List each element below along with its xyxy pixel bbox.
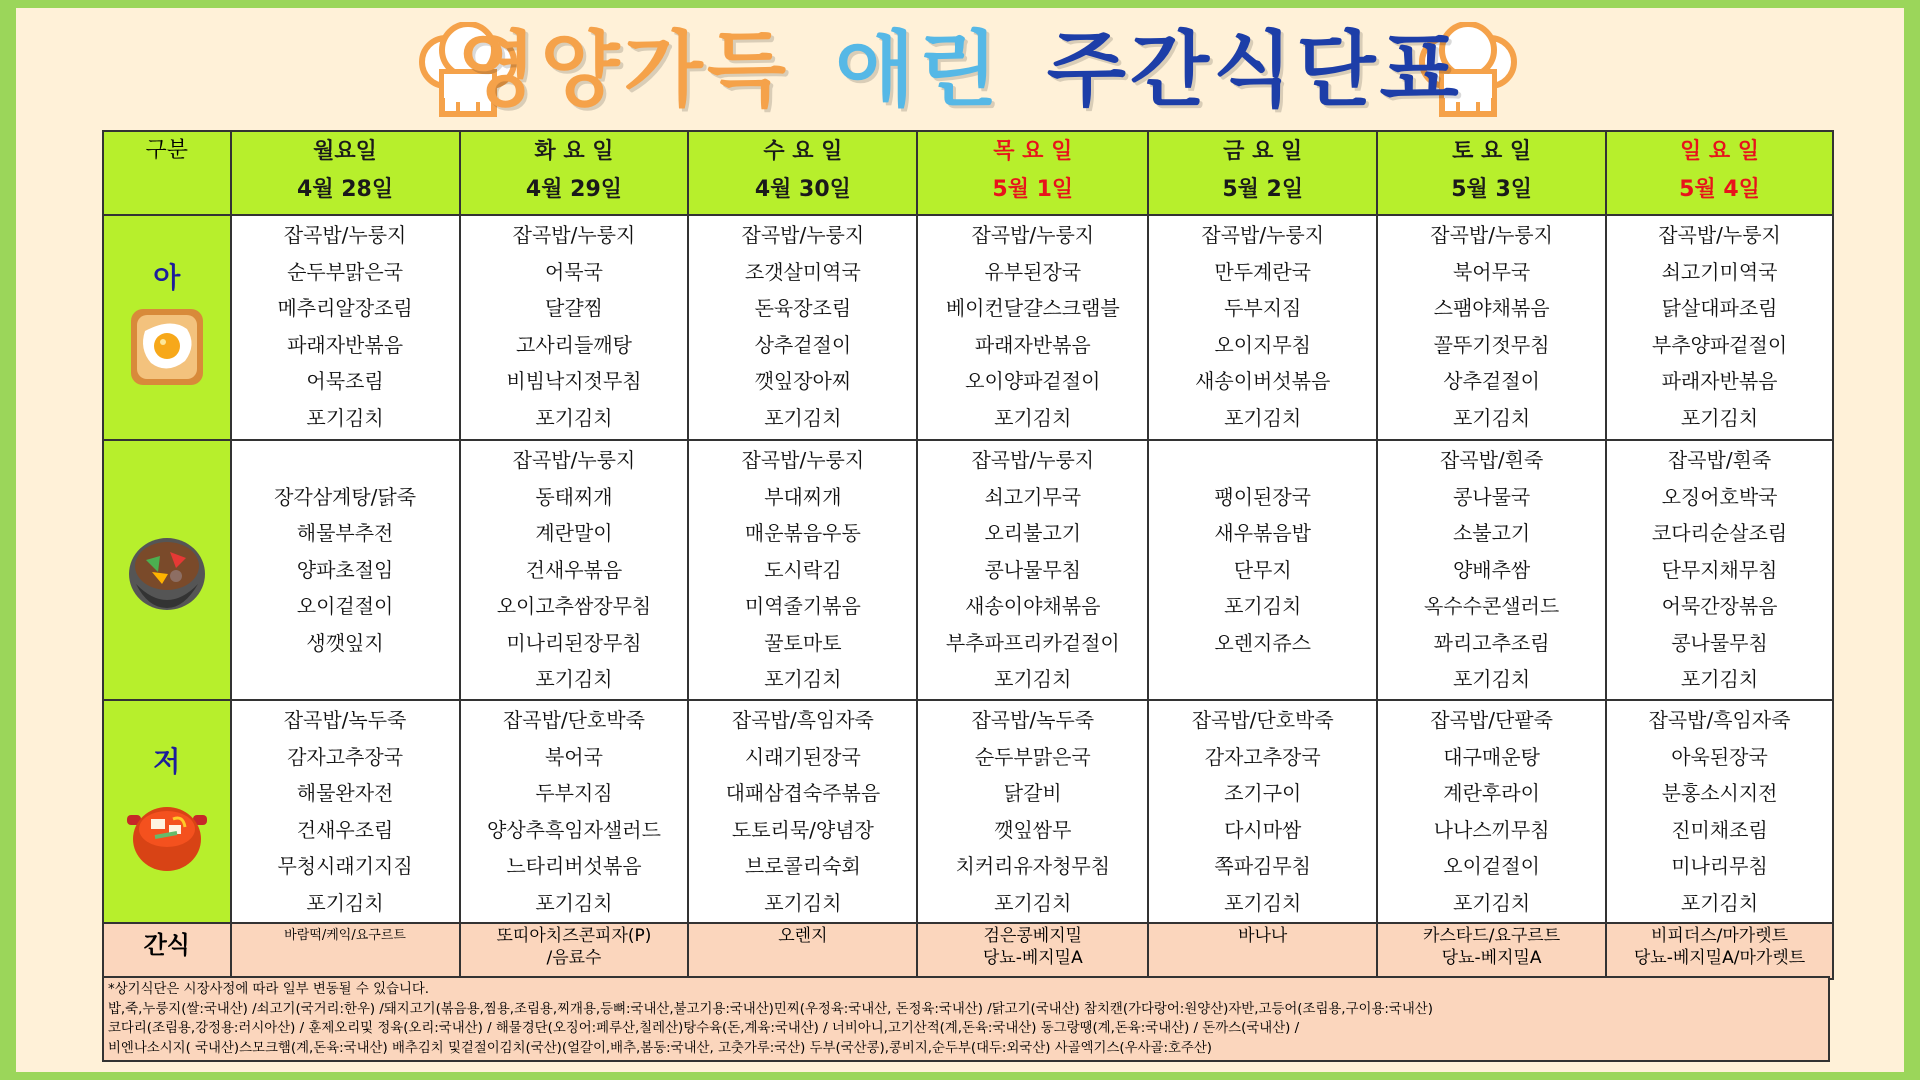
menu-item: 잡곡밥/누룽지 (741, 223, 865, 247)
snack-cell (460, 923, 689, 979)
snack-cell (688, 923, 917, 979)
menu-item: 순두부맑은국 (974, 744, 1091, 769)
menu-item: 어묵국 (544, 259, 603, 284)
menu-cell (1377, 700, 1606, 923)
menu-item: 잡곡밥/누룽지 (512, 223, 636, 247)
day-header (1606, 131, 1833, 215)
menu-item: 아욱된장국 (1671, 744, 1768, 769)
day-date: 5월 1일 (992, 177, 1074, 202)
menu-item: 순두부맑은국 (287, 259, 404, 284)
menu-cell (917, 700, 1148, 923)
menu-item: 잡곡밥/누룽지 (512, 448, 636, 472)
menu-item: 유부된장국 (984, 259, 1082, 284)
menu-item: 포기김치 (1452, 890, 1531, 915)
menu-item: 포기김치 (1680, 667, 1759, 691)
menu-item: 부추파프리카겉절이 (945, 630, 1120, 655)
menu-item: 포기김치 (994, 667, 1072, 691)
menu-item: 파래자반볶음 (1661, 369, 1778, 393)
menu-item: 양배추쌈 (1452, 557, 1531, 582)
menu-item: 치커리유자청무침 (955, 854, 1111, 878)
gubun-label: 구분 (145, 138, 189, 163)
day-header (688, 131, 917, 215)
snack-item: 당뇨-베지밀A (982, 948, 1083, 968)
day-date: 5월 4일 (1679, 177, 1760, 202)
menu-cell (1377, 440, 1606, 700)
menu-item: 포기김치 (764, 667, 842, 691)
day-header (917, 131, 1148, 215)
snack-label-text: 간식 (143, 931, 190, 959)
page-title (16, 16, 1904, 126)
menu-item: 포기김치 (1680, 890, 1759, 915)
snack-cell (231, 923, 460, 979)
fried-egg-toast-icon (127, 301, 207, 391)
snack-cell (917, 923, 1148, 979)
day-date: 5월 2일 (1222, 177, 1304, 202)
menu-cell (1606, 440, 1833, 700)
snack-cell (1377, 923, 1606, 979)
menu-item: 잡곡밥/누룽지 (741, 448, 865, 472)
dinner-label-text: 저 (153, 744, 181, 778)
menu-item: 오이겉절이 (1443, 854, 1540, 878)
menu-item: 무청시래기지짐 (277, 854, 413, 878)
menu-item: 꿀토마토 (764, 630, 842, 655)
dinner-row (103, 700, 1833, 923)
dinner-label (103, 700, 231, 923)
menu-item: 포기김치 (1452, 405, 1531, 430)
menu-cell (460, 700, 689, 923)
menu-item: 오이고추쌈장무침 (496, 594, 652, 618)
menu-item: 포기김치 (764, 405, 842, 430)
menu-item (1150, 442, 1375, 479)
menu-item: 오리불고기 (984, 521, 1082, 545)
menu-item: 잡곡밥/녹두죽 (283, 708, 407, 732)
menu-item: 어묵조림 (306, 369, 384, 393)
menu-item: 꼴뚜기젓무침 (1433, 332, 1550, 357)
menu-item: 잡곡밥/단팥죽 (1430, 708, 1553, 732)
menu-cell (231, 215, 460, 440)
day-header (1148, 131, 1377, 215)
menu-item: 포기김치 (994, 405, 1072, 430)
menu-item: 미나리무침 (1671, 854, 1768, 878)
menu-item: 닭살대파조림 (1661, 296, 1778, 320)
menu-item: 스팸야채볶음 (1433, 296, 1550, 320)
stew-pot-icon (125, 785, 209, 875)
menu-item: 브로콜리숙회 (744, 854, 861, 878)
day-date: 4월 29일 (525, 177, 623, 202)
menu-item: 새우볶음밥 (1214, 521, 1311, 545)
menu-item: 동태찌개 (535, 484, 613, 509)
menu-item: 건새우볶음 (525, 557, 623, 582)
snack-item: 바나나 (1238, 926, 1288, 946)
menu-item: 비빔낙지젓무침 (506, 369, 642, 393)
menu-item: 깻잎쌈무 (994, 817, 1072, 842)
menu-item: 미나리된장무침 (506, 630, 642, 655)
menu-item: 오이지무침 (1214, 332, 1311, 357)
menu-cell (1606, 700, 1833, 923)
menu-item: 다시마쌈 (1224, 817, 1302, 842)
menu-item: 포기김치 (1224, 405, 1302, 430)
menu-item: 잡곡밥/누룽지 (1658, 223, 1781, 247)
day-date: 4월 28일 (297, 177, 394, 202)
menu-item: 포기김치 (1452, 667, 1531, 691)
menu-item: 양파초절임 (296, 557, 394, 582)
title-part-2: 애린 (835, 23, 1002, 118)
day-header (460, 131, 689, 215)
menu-item: 대구매운탕 (1443, 744, 1540, 769)
menu-cell (231, 440, 460, 700)
menu-item: 잡곡밥/흰죽 (1439, 448, 1544, 472)
day-header (231, 131, 460, 215)
menu-item: 고사리들깨탕 (516, 332, 632, 357)
header-row (103, 131, 1833, 215)
menu-item: 잡곡밥/흑임자죽 (731, 708, 874, 732)
menu-cell (917, 215, 1148, 440)
menu-item: 코다리순살조림 (1651, 521, 1788, 545)
menu-cell (688, 215, 917, 440)
menu-item: 파래자반볶음 (974, 332, 1091, 357)
menu-item: 포기김치 (1680, 405, 1759, 430)
menu-item: 오이양파겉절이 (965, 369, 1101, 393)
menu-item: 상추겉절이 (1443, 369, 1540, 393)
menu-cell (917, 440, 1148, 700)
day-name: 월요일 (313, 139, 377, 164)
menu-item: 감자고추장국 (1204, 744, 1321, 769)
menu-cell (688, 440, 917, 700)
menu-item: 포기김치 (994, 890, 1072, 915)
menu-cell (1377, 215, 1606, 440)
gubun-header (103, 131, 231, 215)
day-name: 금 요 일 (1223, 139, 1303, 164)
menu-item: 양상추흑임자샐러드 (487, 817, 661, 842)
menu-item: 잡곡밥/흑임자죽 (1648, 708, 1791, 732)
snack-item: 오렌지 (778, 926, 828, 946)
notes-line: 비엔나소시지( 국내산)스모크햄(계,돈육:국내산) 배추김치 및겉절이김치(국산)(얼갈이,배추,봄동:국내산, 고춧가루:국산) 두부(국산콩),콩비지,순두부(대두:외국산) 사골엑기스(우사골:호주산) (108, 1040, 1212, 1056)
notes-line: 코다리(조림용,강정용:러시아산) / 훈제오리및 정육(오리:국내산) / 해물경단(오징어:페루산,칠레산)탕수육(돈,계육:국내산) / 너비아니,고기산적(계,돈육:국내산) 동그랑땡(계,돈육:국내산) / 돈까스(국내산) / (108, 1021, 1300, 1036)
menu-item (1150, 661, 1375, 698)
day-name: 일 요 일 (1679, 139, 1760, 164)
menu-item: 건새우조림 (296, 817, 394, 842)
snack-cell (1606, 923, 1833, 979)
menu-cell (1148, 215, 1377, 440)
menu-item: 새송이버섯볶음 (1195, 369, 1331, 393)
menu-item: 나나스끼무침 (1433, 817, 1550, 842)
snack-item: 당뇨-베지밀A/마가렛트 (1633, 948, 1806, 968)
menu-item: 두부지짐 (1224, 296, 1302, 320)
snack-item: 당뇨-베지밀A (1441, 948, 1542, 968)
menu-item: 잡곡밥/누룽지 (1201, 223, 1325, 247)
menu-item: 계란후라이 (1443, 781, 1540, 805)
menu-frame (16, 8, 1904, 1072)
menu-item: 북어국 (544, 744, 603, 769)
menu-item: 포기김치 (306, 890, 384, 915)
weekly-menu-table (102, 130, 1834, 980)
menu-item (233, 661, 458, 698)
day-header (1377, 131, 1606, 215)
menu-cell (460, 215, 689, 440)
day-name: 화 요 일 (534, 139, 614, 164)
snack-item: /음료수 (546, 948, 602, 968)
menu-item (233, 442, 458, 479)
menu-item: 달걀찜 (544, 296, 603, 320)
snack-label (103, 923, 231, 979)
menu-item: 부대찌개 (764, 484, 842, 509)
menu-item: 팽이된장국 (1214, 484, 1311, 509)
menu-cell (1606, 215, 1833, 440)
menu-cell (231, 700, 460, 923)
lunch-row (103, 440, 1833, 700)
menu-item: 잡곡밥/단호박죽 (1191, 708, 1334, 732)
menu-item: 잡곡밥/누룽지 (1430, 223, 1553, 247)
menu-item: 미역줄기볶음 (744, 594, 861, 618)
menu-item: 느타리버섯볶음 (506, 854, 642, 878)
menu-item: 잡곡밥/누룽지 (971, 448, 1095, 472)
snack-item: 비피더스/마가렛트 (1650, 926, 1789, 946)
menu-cell (460, 440, 689, 700)
lunch-label (103, 440, 231, 700)
menu-item: 도시락김 (764, 557, 842, 582)
menu-item: 잡곡밥/흰죽 (1667, 448, 1772, 472)
menu-item: 두부지짐 (535, 781, 613, 805)
menu-cell (1148, 700, 1377, 923)
breakfast-label-text: 아 (153, 260, 181, 294)
menu-item: 새송이야채볶음 (965, 594, 1101, 618)
breakfast-label (103, 215, 231, 440)
menu-item: 상추겉절이 (754, 332, 852, 357)
menu-item: 쪽파김무침 (1214, 854, 1311, 878)
menu-item: 오렌지쥬스 (1214, 630, 1311, 655)
menu-item: 감자고추장국 (287, 744, 404, 769)
menu-item: 오징어호박국 (1661, 484, 1778, 509)
menu-item: 만두계란국 (1214, 259, 1311, 284)
title-part-3: 주간식단표 (1046, 23, 1463, 118)
snack-cell (1148, 923, 1377, 979)
menu-item: 포기김치 (535, 405, 613, 430)
menu-item: 꽈리고추조림 (1433, 630, 1550, 655)
notes-line: *상기식단은 시장사정에 따라 일부 변동될 수 있습니다. (108, 982, 430, 997)
menu-item: 분홍소시지전 (1661, 781, 1778, 805)
menu-item: 닭갈비 (1003, 781, 1062, 805)
menu-item: 도토리묵/양념장 (731, 817, 874, 842)
menu-item: 포기김치 (535, 890, 613, 915)
menu-item: 메추리알장조림 (277, 296, 413, 320)
menu-item: 포기김치 (1224, 594, 1302, 618)
menu-item: 깻잎장아찌 (754, 369, 852, 393)
menu-item: 단무지채무침 (1661, 557, 1778, 582)
menu-item: 장각삼계탕/닭죽 (274, 484, 417, 509)
menu-item: 파래자반볶음 (287, 332, 404, 357)
snack-item: 검은콩베지밀 (983, 926, 1083, 946)
notes-line: 밥,죽,누룽지(쌀:국내산) /쇠고기(국거리:한우) /돼지고기(볶음용,찜용,조림용,찌개용,등뼈:국내산,불고기용:국내산)민찌(우정육:국내산, 돈정육:국내산) /닭고기(국내산) 참치캔(가다랑어:원양산)자반,고등어(조림용,구이용:국내산) (108, 1001, 1433, 1017)
menu-item: 단무지 (1233, 557, 1292, 582)
menu-item: 포기김치 (764, 890, 842, 915)
menu-item: 베이컨달걀스크램블 (945, 296, 1120, 320)
menu-cell (688, 700, 917, 923)
menu-cell (1148, 440, 1377, 700)
menu-item: 옥수수콘샐러드 (1423, 594, 1560, 618)
day-name: 수 요 일 (763, 139, 843, 164)
menu-item: 해물완자전 (296, 781, 394, 805)
menu-item: 진미채조림 (1671, 817, 1768, 842)
menu-item: 조갯살미역국 (744, 259, 861, 284)
menu-item: 조기구이 (1224, 781, 1302, 805)
day-name: 토 요 일 (1452, 139, 1532, 164)
breakfast-row (103, 215, 1833, 440)
menu-item: 어묵간장볶음 (1661, 594, 1778, 618)
menu-item: 잡곡밥/누룽지 (971, 223, 1095, 247)
menu-item: 콩나물무침 (1671, 630, 1768, 655)
menu-item: 포기김치 (1224, 890, 1302, 915)
menu-item: 오이겉절이 (296, 594, 394, 618)
snack-item: 카스타드/요구르트 (1423, 926, 1561, 946)
menu-item: 콩나물무침 (984, 557, 1082, 582)
menu-item: 매운볶음우동 (744, 521, 861, 545)
menu-item: 돈육장조림 (754, 296, 852, 320)
origin-notes (102, 976, 1830, 1062)
menu-item: 해물부추전 (296, 521, 394, 545)
menu-item: 생깻잎지 (306, 630, 384, 655)
menu-item: 쇠고기미역국 (1661, 259, 1778, 284)
day-name: 목 요 일 (993, 139, 1073, 164)
menu-item: 소불고기 (1452, 521, 1531, 545)
snack-item: 또띠아치즈콘피자(P) (496, 926, 652, 946)
menu-item: 잡곡밥/누룽지 (283, 223, 407, 247)
menu-item: 콩나물국 (1452, 484, 1531, 509)
bibimbap-bowl-icon (124, 528, 210, 614)
snack-item: 바람떡/케익/요구르트 (284, 928, 406, 943)
snack-row (103, 923, 1833, 979)
day-date: 5월 3일 (1451, 177, 1532, 202)
menu-item: 잡곡밥/녹두죽 (971, 708, 1095, 732)
menu-item: 포기김치 (306, 405, 384, 430)
day-date: 4월 30일 (754, 177, 851, 202)
title-part-1: 영양가득 (457, 23, 791, 118)
menu-item: 북어무국 (1452, 259, 1531, 284)
menu-item: 대패삼겹숙주볶음 (725, 781, 881, 805)
menu-item: 쇠고기무국 (984, 484, 1082, 509)
menu-item: 잡곡밥/단호박죽 (502, 708, 645, 732)
menu-item: 시래기된장국 (744, 744, 861, 769)
menu-item: 계란말이 (535, 521, 613, 545)
menu-item: 포기김치 (535, 667, 613, 691)
menu-item: 부추양파겉절이 (1651, 332, 1788, 357)
